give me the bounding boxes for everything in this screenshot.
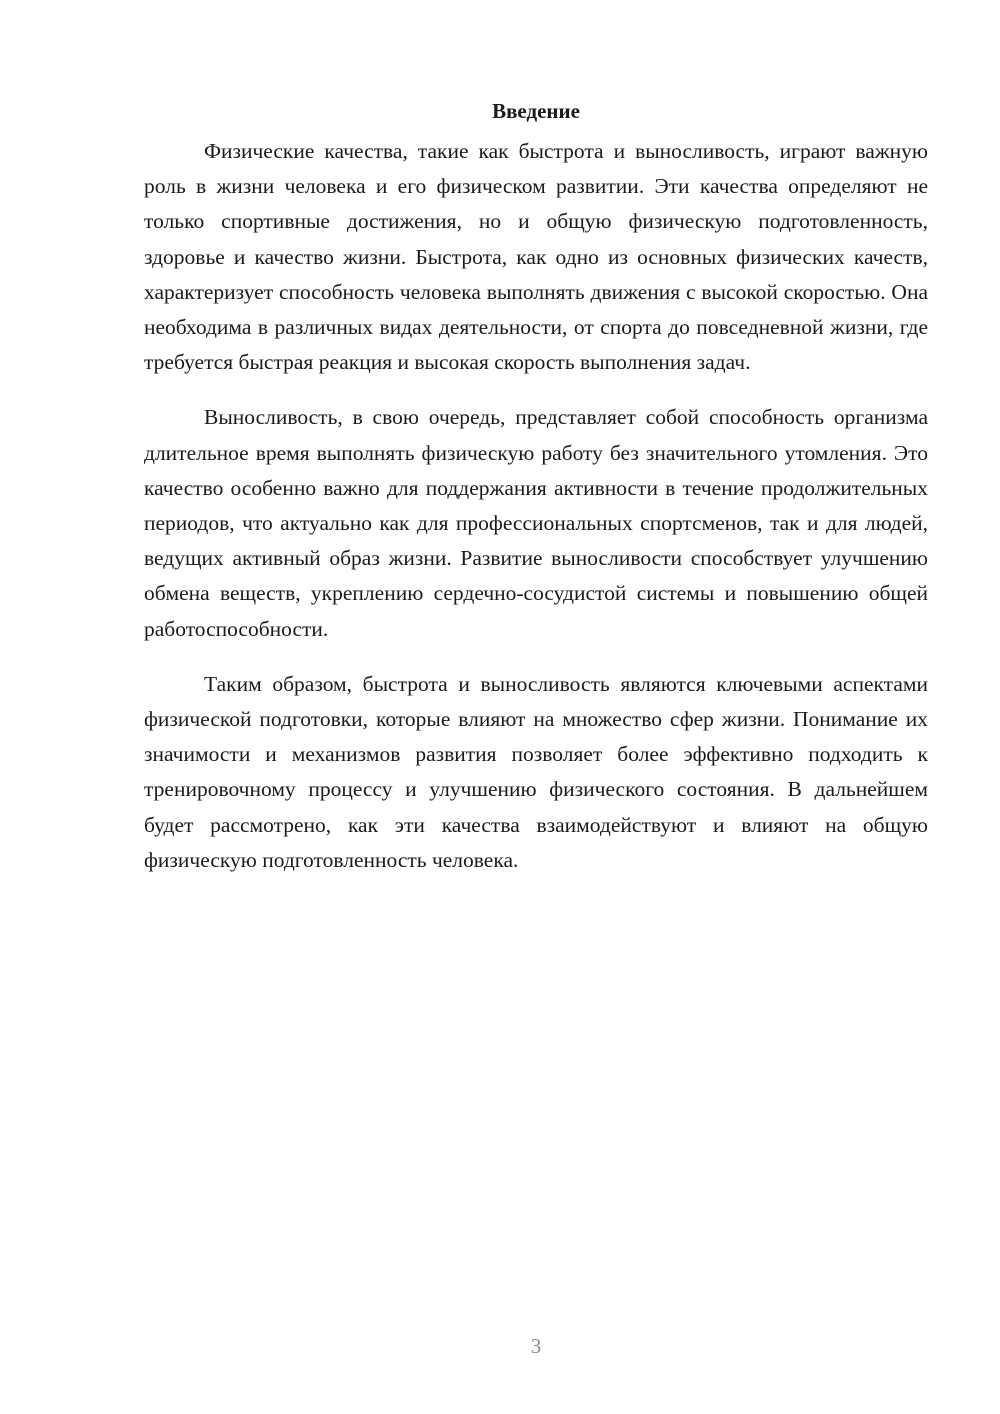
page-content (144, 96, 928, 898)
page-number: 3 (530, 1334, 542, 1358)
paragraph-2: Выносливость, в свою очередь, представляет собой способность организма длительное время выполнять физическую работу без значительного утомления. Это качество особенно важно для поддержания активности в течение продолжительных периодов, что актуально как для профессиональных спортсменов, так и для людей, ведущих активный образ жизни. Развитие выносливости способствует улучшению обмена веществ, укреплению сердечно-сосудистой системы и повышению общей работоспособности. (144, 405, 928, 641)
section-heading: Введение (492, 99, 580, 123)
paragraph-3: Таким образом, быстрота и выносливость являются ключевыми аспектами физической подготовки, которые влияют на множество сфер жизни. Понимание их значимости и механизмов развития позволяет более эффективно подходить к тренировочному процессу и улучшению физического состояния. В дальнейшем будет рассмотрено, как эти качества взаимодействуют и влияют на общую физическую подготовленность человека. (144, 671, 928, 872)
paragraph-1: Физические качества, такие как быстрота и выносливость, играют важную роль в жизни человека и его физическом развитии. Эти качества определяют не только спортивные достижения, но и общую физическую подготовленность, здоровье и качество жизни. Быстрота, как одно из основных физических качеств, характеризует способность человека выполнять движения с высокой скоростью. Она необходима в различных видах деятельности, от спорта до повседневной жизни, где требуется быстрая реакция и высокая скорость выполнения задач. (144, 139, 928, 375)
